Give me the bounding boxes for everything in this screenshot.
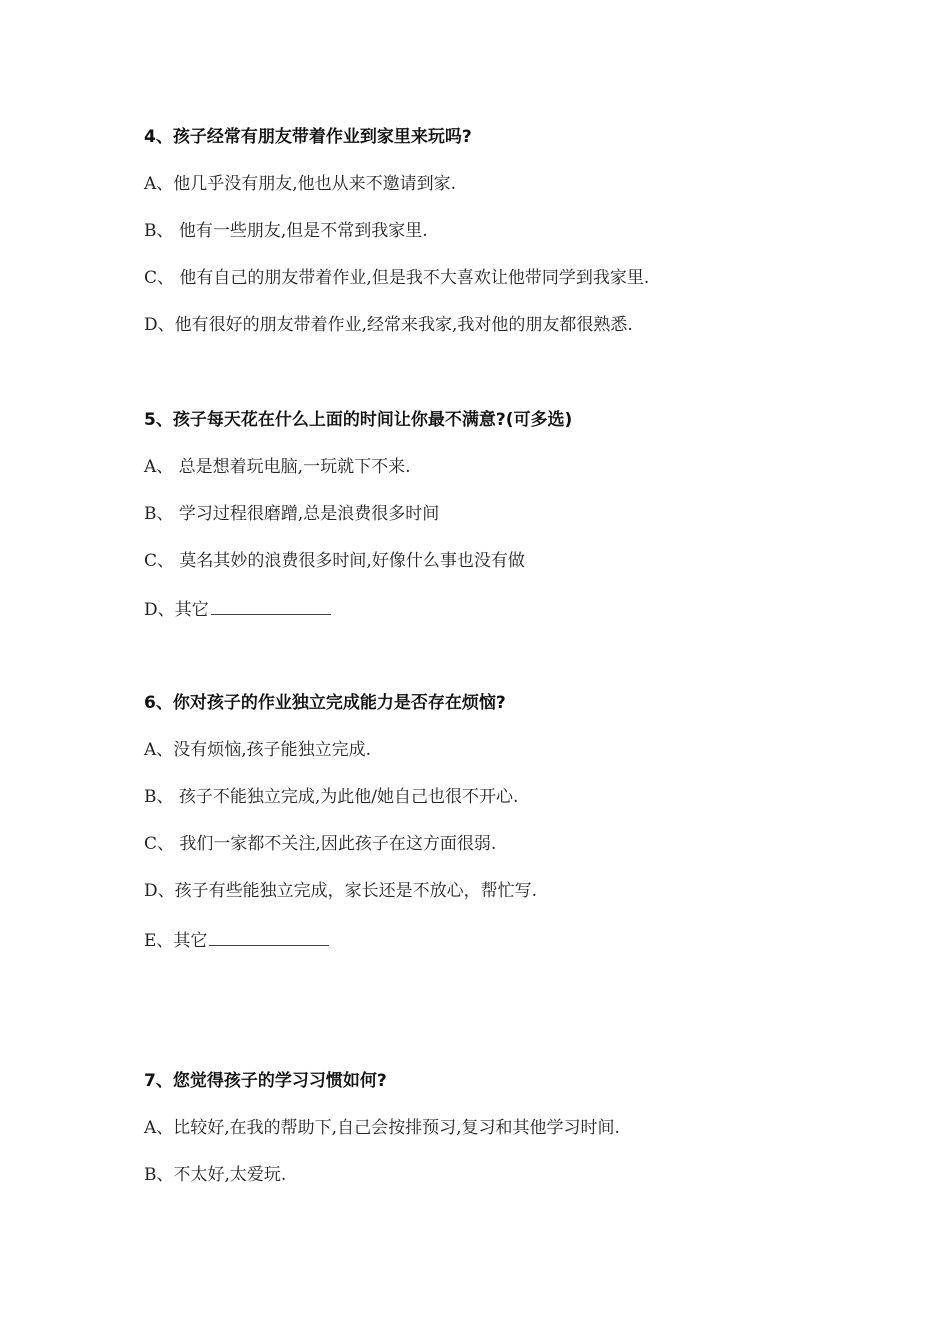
question-5-option-d: [144, 596, 331, 622]
question-4-option-c: C、 他有自己的朋友带着作业,但是我不大喜欢让他带同学到我家里.: [144, 268, 650, 288]
question-7-option-b: B、不太好,太爱玩.: [144, 1165, 287, 1185]
question-5-option-c: C、 莫名其妙的浪费很多时间,好像什么事也没有做: [144, 551, 525, 571]
question-6-option-d: D、孩子有些能独立完成，家长还是不放心，帮忙写.: [144, 881, 538, 901]
question-6-option-b: B、 孩子不能独立完成,为此他/她自己也很不开心.: [144, 787, 519, 807]
fill-in-blank-line: [211, 596, 331, 615]
question-4-option-b: B、 他有一些朋友,但是不常到我家里.: [144, 221, 428, 241]
question-5-option-a: A、 总是想着玩电脑,一玩就下不来.: [144, 457, 411, 477]
question-5-title: 5、孩子每天花在什么上面的时间让你最不满意?(可多选): [144, 410, 573, 430]
question-7-option-a: A、比较好,在我的帮助下,自己会按排预习,复习和其他学习时间.: [144, 1118, 620, 1138]
question-5-option-b: B、 学习过程很磨蹭,总是浪费很多时间: [144, 504, 440, 524]
question-4-option-a: A、他几乎没有朋友,他也从来不邀请到家.: [144, 174, 457, 194]
question-4-title: 4、孩子经常有朋友带着作业到家里来玩吗?: [144, 127, 472, 147]
question-6-option-e: [144, 927, 329, 953]
question-6-option-e-label: E、其它: [144, 931, 208, 951]
question-6-option-a: A、没有烦恼,孩子能独立完成.: [144, 740, 372, 760]
question-6-title: 6、你对孩子的作业独立完成能力是否存在烦恼?: [144, 693, 506, 713]
question-6-option-c: C、 我们一家都不关注,因此孩子在这方面很弱.: [144, 834, 497, 854]
fill-in-blank-line: [209, 927, 329, 946]
question-4-option-d: D、他有很好的朋友带着作业,经常来我家,我对他的朋友都很熟悉.: [144, 315, 633, 335]
question-5-option-d-label: D、其它: [144, 600, 209, 620]
question-7-title: 7、您觉得孩子的学习习惯如何?: [144, 1071, 387, 1091]
